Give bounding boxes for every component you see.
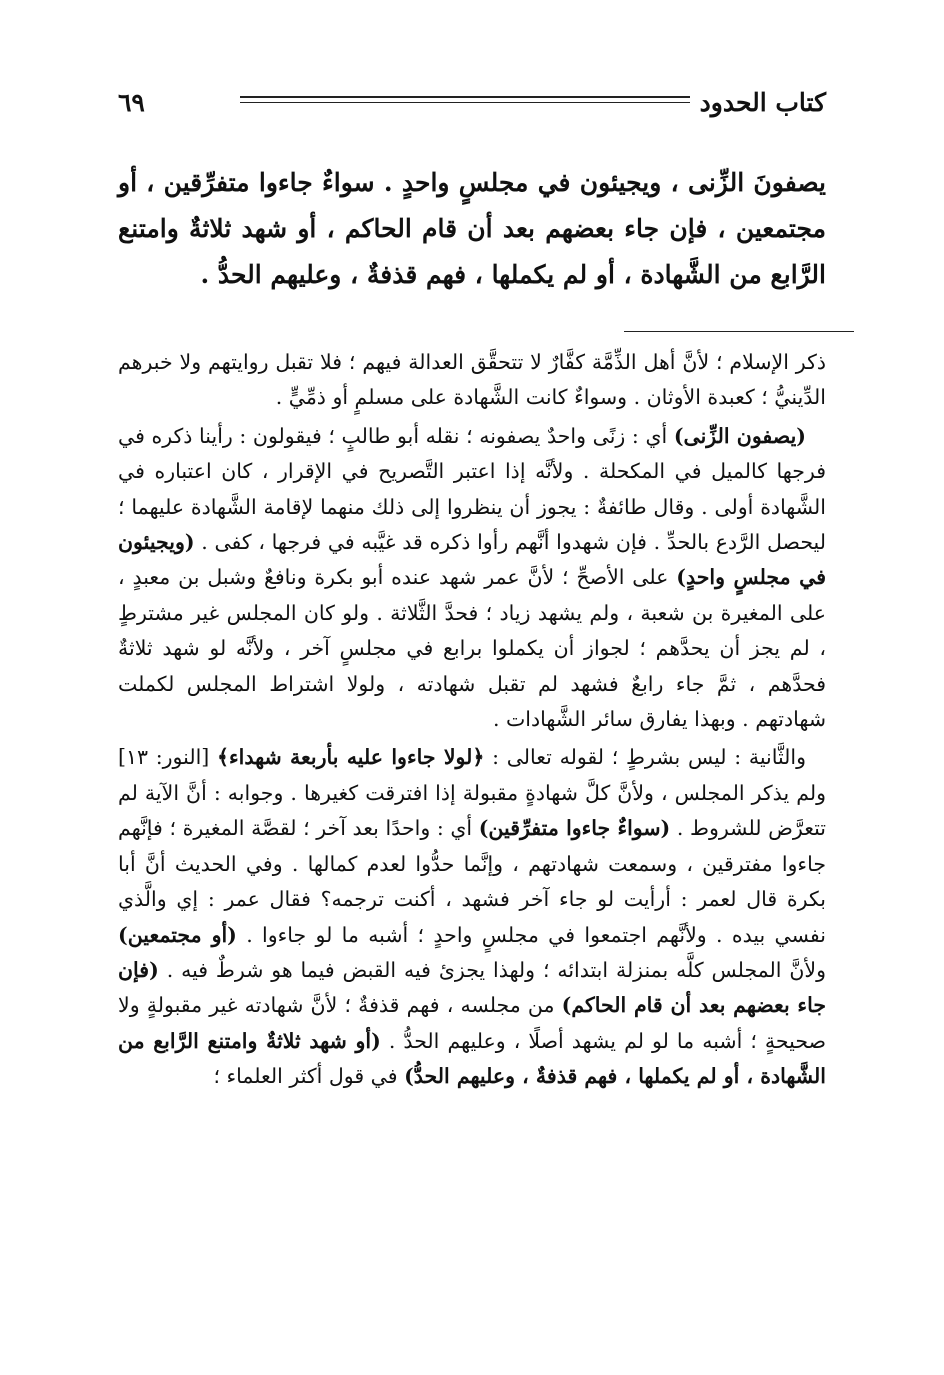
quoted-matn: (يصفون الزِّنى): [673, 423, 806, 448]
commentary-text: ولأنَّ المجلس كلَّه بمنزلة ابتدائه ؛ ولهذا يجزئ فيه القبض فيما هو شرطٌ فيه .: [158, 957, 826, 982]
quoted-matn: (أو مجتمعين): [118, 922, 237, 947]
commentary-paragraph-3: [118, 740, 826, 1094]
matn-text: يصفونَ الزِّنى ، ويجيئون في مجلسٍ واحدٍ . سواءٌ جاءوا متفرِّقين ، أو مجتمعين ، فإن جاء بعضهم بعد أن قام الحاكم ، أو شهد ثلاثةٌ وامتنع الرَّابع من الشَّهادة ، أو لم يكملها ، فهم قذفةٌ ، وعليهم الحدُّ .: [118, 168, 826, 289]
commentary-text: على الأصحِّ ؛ لأنَّ عمر شهد عنده أبو بكرة ونافعٌ وشبل بن معبدٍ ، على المغيرة بن شعبة ، ولم يشهد زياد ؛ فحدَّ الثَّلاثة . ولو كان المجلس غير مشترطٍ ، لم يجز أن يحدَّهم ؛ لجواز أن يكملوا برابع في مجلسٍ آخر ، ولأنَّه لو شهد ثلاثةٌ فحدَّهم ، ثمَّ جاء رابعٌ فشهد لم تقبل شهادته ، ولولا اشتراط المجلس لكملت شهادتهم . وبهذا يفارق سائر الشَّهادات .: [118, 565, 826, 732]
book-title: كتاب الحدود: [699, 87, 826, 117]
separator-rule: [624, 331, 854, 332]
page-number: ٦٩: [118, 87, 145, 117]
quoted-matn: (أو شهد ثلاثةٌ وامتنع الرَّابع من الشَّهادة ، أو لم يكملها ، فهم قذفةٌ ، وعليهم الحدُّ): [118, 1028, 826, 1089]
commentary-text: من مجلسه ، فهم قذفةٌ ؛ لأنَّ شهادته غير مقبولةٍ ولا صحيحةٍ ؛ أشبه ما لو لم يشهد أصلًا ، وعليهم الحدُّ .: [118, 993, 826, 1053]
commentary-paragraph-1: ذكر الإسلام ؛ لأنَّ أهل الذِّمَّة كفَّارٌ لا تتحقَّق العدالة فيهم ؛ فلا تقبل روايتهم ولا خبرهم الدِّينيُّ ؛ كعبدة الأوثان . وسواءٌ كانت الشَّهادة على مسلمٍ أو ذمِّيٍّ .: [118, 350, 826, 410]
commentary-text: أي : زنًى واحدٌ يصفونه ؛ نقله أبو طالبٍ ؛ فيقولون : رأينا ذكره في فرجها كالميل في المكحلة . ولأنَّه إذا اعتبر التَّصريح في الإقرار ، كان اعتباره في الشَّهادة أولى . وقال طائفةٌ : يجوز أن ينظروا إلى ذلك منهما لإقامة الشَّهادة عليهما ؛ ليحصل الرَّدع بالحدِّ . فإن شهدوا أنَّهم رأوا ذكره قد غيَّبه في فرجها ، كفى .: [118, 423, 826, 555]
commentary: [118, 345, 826, 1095]
commentary-text: في قول أكثر العلماء ؛: [213, 1064, 405, 1089]
quoted-matn: (سواءٌ جاءوا متفرِّقين): [478, 816, 671, 841]
commentary-text: أي : واحدًا بعد آخر ؛ لقصَّة المغيرة ؛ فإنَّهم جاءوا مفترقين ، وسمعت شهادتهم ، وإنَّما حدُّوا لعدم كمالها . وفي الحديث أنَّ أبا بكرة قال لعمر : أرأيت لو جاء آخر فشهد ، أكنت ترجمه؟ فقال عمر : إي والَّذي نفسي بيده . ولأنَّهم اجتمعوا في مجلسٍ واحدٍ ؛ أشبه ما لو جاءوا .: [118, 816, 826, 947]
commentary-paragraph-2: [118, 419, 826, 738]
header-rule: [240, 96, 690, 103]
quoted-matn: (ويجيئون في مجلسٍ واحدٍ): [118, 530, 826, 590]
commentary-text: [النور: ١٣] ولم يذكر المجلس ، ولأنَّ كلَّ شهادةٍ مقبولة إذا افترقت كغيرها . وجوابه : أنَّ الآية لم تتعرَّض للشروط .: [118, 745, 826, 841]
quranic-verse: ﴿لولا جاءوا عليه بأربعة شهداء﴾: [216, 745, 485, 770]
quoted-matn: (فإن جاء بعضهم بعد أن قام الحاكم): [118, 957, 826, 1018]
commentary-text: والثَّانية : ليس بشرطٍ ؛ لقوله تعالى :: [484, 745, 806, 770]
